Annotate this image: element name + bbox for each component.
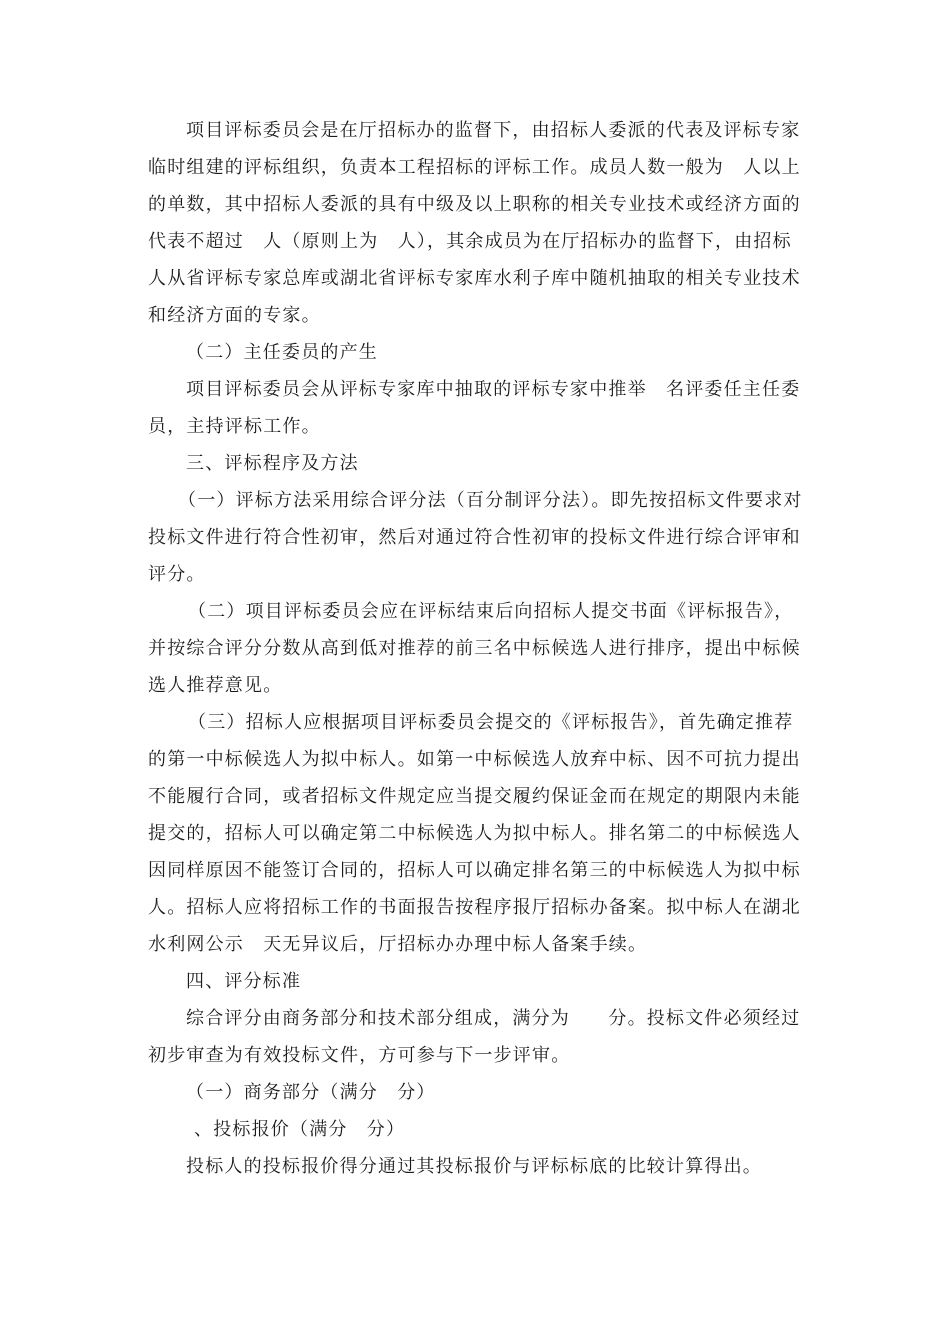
subsection-heading: 、投标报价（满分 分） xyxy=(194,1119,406,1140)
paragraph-line: 评分。 xyxy=(148,564,206,585)
section-heading: （一）商务部分（满分 分） xyxy=(186,1082,436,1103)
section-heading: 三、评标程序及方法 xyxy=(186,453,359,474)
paragraph-line: 临时组建的评标组织，负责本工程招标的评标工作。成员人数一般为 人以上 xyxy=(148,157,801,178)
paragraph-line: 提交的，招标人可以确定第二中标候选人为拟中标人。排名第二的中标候选人 xyxy=(148,823,801,844)
document-body xyxy=(148,112,810,1185)
paragraph-line: 并按综合评分分数从高到低对推荐的前三名中标候选人进行排序，提出中标候 xyxy=(148,638,801,659)
paragraph-line: 的第一中标候选人为拟中标人。如第一中标候选人放弃中标、因不可抗力提出 xyxy=(148,749,801,770)
paragraph-line: 员，主持评标工作。 xyxy=(148,416,321,437)
paragraph-line: 人。招标人应将招标工作的书面报告按程序报厅招标办备案。拟中标人在湖北 xyxy=(148,897,801,918)
paragraph-line: 和经济方面的专家。 xyxy=(148,305,321,326)
paragraph-line: 项目评标委员会是在厅招标办的监督下，由招标人委派的代表及评标专家 xyxy=(186,120,801,141)
paragraph-line: 项目评标委员会从评标专家库中抽取的评标专家中推举 名评委任主任委 xyxy=(186,379,801,400)
section-heading: 四、评分标准 xyxy=(186,971,302,992)
paragraph-line: （二）项目评标委员会应在评标结束后向招标人提交书面《评标报告》， xyxy=(188,601,794,622)
paragraph-line: 因同样原因不能签订合同的，招标人可以确定排名第三的中标候选人为拟中标 xyxy=(148,860,801,881)
paragraph-line: 人从省评标专家总库或湖北省评标专家库水利子库中随机抽取的相关专业技术 xyxy=(148,268,801,289)
paragraph-line: 投标人的投标报价得分通过其投标报价与评标标底的比较计算得出。 xyxy=(186,1156,762,1177)
paragraph-line: 初步审查为有效投标文件，方可参与下一步评审。 xyxy=(148,1045,571,1066)
paragraph-line: 选人推荐意见。 xyxy=(148,675,283,696)
paragraph-line: 代表不超过 人（原则上为 人），其余成员为在厅招标办的监督下，由招标 xyxy=(148,231,792,252)
paragraph-line: （三）招标人应根据项目评标委员会提交的《评标报告》，首先确定推荐 xyxy=(188,712,794,733)
paragraph-line: 投标文件进行符合性初审，然后对通过符合性初审的投标文件进行综合评审和 xyxy=(148,527,801,548)
paragraph-line: （一）评标方法采用综合评分法（百分制评分法）。即先按招标文件要求对 xyxy=(178,490,803,511)
paragraph-line: 的单数，其中招标人委派的具有中级及以上职称的相关专业技术或经济方面的 xyxy=(148,194,801,215)
paragraph-line: 水利网公示 天无异议后，厅招标办办理中标人备案手续。 xyxy=(148,934,648,955)
paragraph-line: 综合评分由商务部分和技术部分组成，满分为 分。投标文件必须经过 xyxy=(186,1008,801,1029)
section-heading: （二）主任委员的产生 xyxy=(186,342,378,363)
paragraph-line: 不能履行合同，或者招标文件规定应当提交履约保证金而在规定的期限内未能 xyxy=(148,786,801,807)
